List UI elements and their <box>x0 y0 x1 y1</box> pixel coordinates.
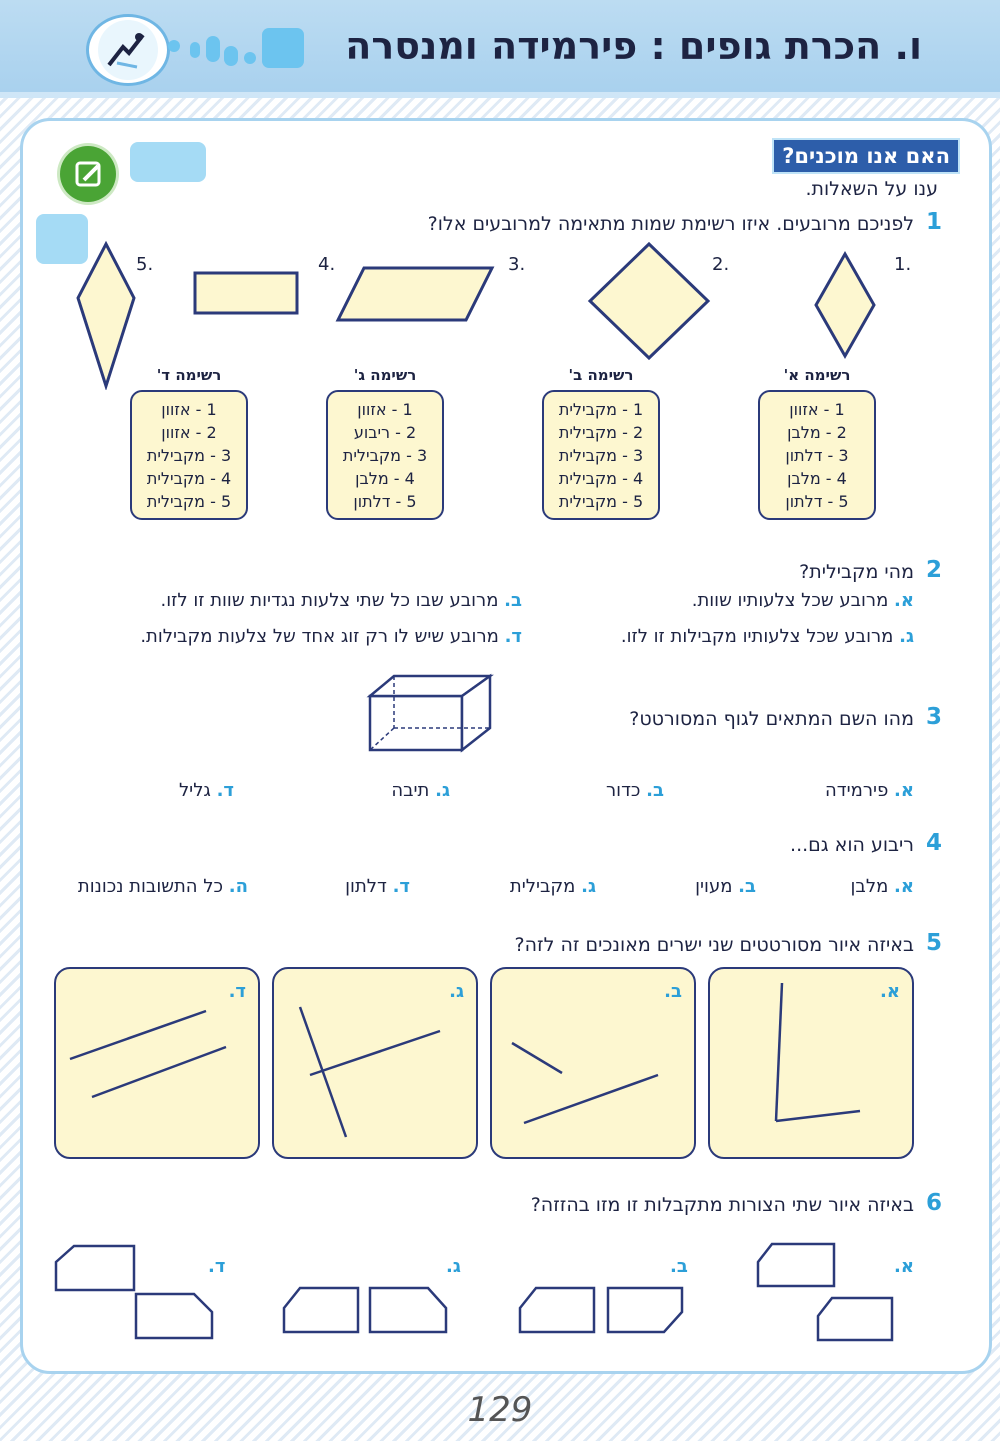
q4-option-e[interactable]: ה. כל התשובות נכונות <box>77 876 248 897</box>
q6-option-d[interactable] <box>52 1242 218 1342</box>
q3-text: מהו השם המתאים לגוף המסורטט? <box>629 708 914 730</box>
q5-panel-c[interactable] <box>272 967 478 1159</box>
q6-label-d: ד. <box>208 1256 226 1277</box>
page-number: 129 <box>467 1390 533 1430</box>
q5-panel-a[interactable] <box>708 967 914 1159</box>
q6-option-a[interactable] <box>754 1240 898 1346</box>
list-d[interactable] <box>130 390 248 520</box>
shape-number: .4 <box>318 254 336 275</box>
list-item: 4 - מלבן <box>355 469 415 488</box>
box-figure <box>366 672 494 754</box>
q2-text: מהי מקבילית? <box>799 561 914 583</box>
header-strip <box>0 92 1000 98</box>
q4-text: ריבוע הוא גם... <box>790 834 914 856</box>
q4-option-d[interactable]: ד. דלתון <box>345 876 410 897</box>
list-a[interactable] <box>758 390 876 520</box>
list-item: 1 - אזוון <box>789 400 845 419</box>
q3-option-b[interactable]: ב. כדור <box>606 780 664 801</box>
panel-label: ד. <box>228 981 246 1002</box>
list-item: 1 - מקבילית <box>558 400 644 419</box>
instructions: ענו על השאלות. <box>805 178 938 200</box>
panel-label: א. <box>880 981 900 1002</box>
q2-option-a[interactable]: א. מרובע שכל צלעותיו שוות. <box>691 590 914 611</box>
list-item: 3 - דלתון <box>785 446 849 465</box>
deco-blob <box>130 142 206 182</box>
shape-5-kite <box>74 240 138 390</box>
q4-number: 4 <box>925 830 942 856</box>
q2-option-c[interactable]: ג. מרובע שכל צלעותיו מקבילות זו לזו. <box>620 626 914 647</box>
list-item: 2 - ריבוע <box>353 423 417 442</box>
list-c[interactable] <box>326 390 444 520</box>
list-item: 3 - מקבילית <box>342 446 428 465</box>
shape-number: .1 <box>894 254 912 275</box>
list-title: רשימה ב' <box>568 366 634 384</box>
shape-4-rectangle <box>192 270 300 316</box>
q6-option-c[interactable] <box>280 1284 450 1336</box>
q3-option-d[interactable]: ד. גליל <box>178 780 234 801</box>
list-item: 4 - מקבילית <box>558 469 644 488</box>
shape-number: .3 <box>508 254 526 275</box>
q4-option-b[interactable]: ב. מעוין <box>695 876 756 897</box>
q1-text: לפניכם מרובעים. איזו רשימת שמות מתאימה למרובעים אלו? <box>427 213 914 235</box>
q6-label-b: ב. <box>670 1256 688 1277</box>
page-title: ו. הכרת גופים : פירמידה ומנסרה <box>345 24 922 68</box>
list-item: 5 - מקבילית <box>558 492 644 511</box>
q6-option-b[interactable] <box>516 1284 686 1336</box>
shape-2-square <box>586 240 712 362</box>
pencil-icon <box>60 146 116 202</box>
q6-label-a: א. <box>894 1256 914 1277</box>
q3-option-a[interactable]: א. פירמידה <box>825 780 914 801</box>
logo <box>86 14 170 86</box>
panel-label: ב. <box>664 981 682 1002</box>
list-b[interactable] <box>542 390 660 520</box>
q6-text: באיזה איור שתי הצורות מתקבלות זו מזו בהזזה? <box>530 1194 914 1216</box>
q5-number: 5 <box>925 930 942 956</box>
list-item: 1 - אזוון <box>357 400 413 419</box>
q2-number: 2 <box>925 557 942 583</box>
list-item: 5 - מקבילית <box>146 492 232 511</box>
panel-label: ג. <box>449 981 464 1002</box>
list-item: 3 - מקבילית <box>558 446 644 465</box>
list-item: 1 - אזוון <box>161 400 217 419</box>
q6-number: 6 <box>925 1190 942 1216</box>
list-item: 2 - אזוון <box>161 423 217 442</box>
list-item: 2 - מקבילית <box>558 423 644 442</box>
list-item: 5 - דלתון <box>353 492 417 511</box>
q3-number: 3 <box>925 704 942 730</box>
list-title: רשימה א' <box>783 366 851 384</box>
shape-1-rhombus <box>812 250 878 360</box>
q2-option-d[interactable]: ד. מרובע שיש לו רק זוג אחד של צלעות מקבילות. <box>140 626 522 647</box>
list-item: 2 - מלבן <box>787 423 847 442</box>
q5-text: באיזה איור מסורטטים שני ישרים מאונכים זה לזה? <box>514 934 914 956</box>
q5-panel-d[interactable] <box>54 967 260 1159</box>
shape-3-parallelogram <box>334 264 496 324</box>
list-item: 5 - דלתון <box>785 492 849 511</box>
list-title: רשימה ד' <box>156 366 222 384</box>
q6-label-c: ג. <box>446 1256 461 1277</box>
q4-option-c[interactable]: ג. מקבילית <box>509 876 596 897</box>
shape-number: .5 <box>136 254 154 275</box>
q3-option-c[interactable]: ג. תיבה <box>391 780 450 801</box>
section-tag: האם אנו מוכנים? <box>772 138 960 174</box>
shape-number: .2 <box>712 254 730 275</box>
q1-number: 1 <box>925 209 942 235</box>
list-item: 4 - מקבילית <box>146 469 232 488</box>
list-title: רשימה ג' <box>353 366 417 384</box>
q4-option-a[interactable]: א. מלבן <box>850 876 914 897</box>
list-item: 4 - מלבן <box>787 469 847 488</box>
q2-option-b[interactable]: ב. מרובע שבו כל שתי צלעות נגדיות שוות זו לזו. <box>160 590 522 611</box>
list-item: 3 - מקבילית <box>146 446 232 465</box>
q5-panel-b[interactable] <box>490 967 696 1159</box>
